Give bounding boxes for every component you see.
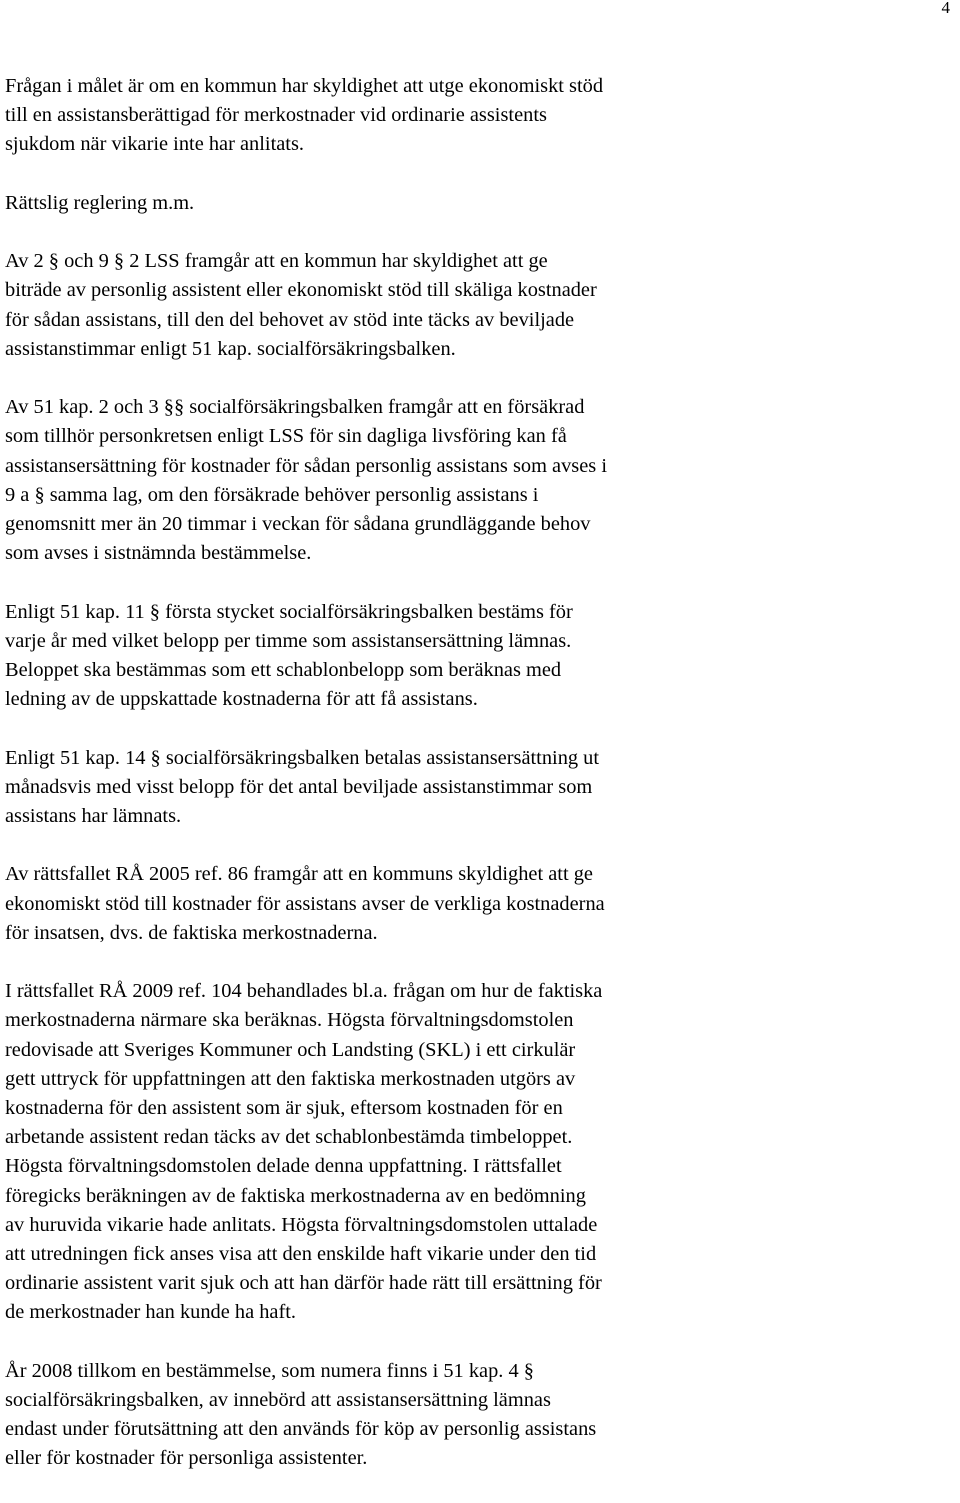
page-number: 4 bbox=[941, 0, 950, 17]
text-line: Av 51 kap. 2 och 3 §§ socialförsäkringsbalken framgår att en försäkrad bbox=[5, 396, 585, 419]
text-line: för sådan assistans, till den del behovet av stöd inte täcks av beviljade bbox=[5, 308, 575, 331]
text-line: Beloppet ska bestämmas som ett schablonbelopp som beräknas med bbox=[5, 659, 562, 681]
paragraph-2008 bbox=[5, 1357, 955, 1474]
paragraph-lss bbox=[5, 247, 955, 364]
text-line: till en assistansberättigad för merkostnader vid ordinarie assistents bbox=[5, 104, 547, 127]
section-heading bbox=[5, 189, 955, 218]
text-line: som avses i sistnämnda bestämmelse. bbox=[5, 542, 312, 565]
text-line: för insatsen, dvs. de faktiska merkostnaderna. bbox=[5, 921, 378, 944]
text-line: eller för kostnader för personliga assistenter. bbox=[5, 1447, 368, 1470]
text-line: gett uttryck för uppfattningen att den faktiska merkostnaden utgörs av bbox=[5, 1067, 576, 1090]
text-line: ekonomiskt stöd till kostnader för assistans avser de verkliga kostnaderna bbox=[5, 892, 605, 915]
text-line: År 2008 tillkom en bestämmelse, som numera finns i 51 kap. 4 § bbox=[5, 1359, 534, 1382]
text-line: Enligt 51 kap. 11 § första stycket socialförsäkringsbalken bestäms för bbox=[5, 600, 573, 623]
text-line: Enligt 51 kap. 14 § socialförsäkringsbalken betalas assistansersättning ut bbox=[5, 746, 600, 769]
text-line: endast under förutsättning att den används för köp av personlig assistans bbox=[5, 1418, 597, 1441]
paragraph-51kap-2-3 bbox=[5, 393, 955, 568]
paragraph-question bbox=[5, 72, 955, 160]
text-line: assistansersättning för kostnader för sådan personlig assistans som avses i bbox=[5, 454, 607, 477]
text-line: månadsvis med visst belopp för det antal beviljade assistanstimmar som bbox=[5, 775, 593, 798]
text-line: Frågan i målet är om en kommun har skyldighet att utge ekonomiskt stöd bbox=[5, 75, 604, 97]
text-line: assistans har lämnats. bbox=[5, 805, 182, 827]
text-line: I rättsfallet RÅ 2009 ref. 104 behandlades bl.a. frågan om hur de faktiska bbox=[5, 980, 603, 1003]
document-body bbox=[5, 72, 955, 1503]
text-line: 9 a § samma lag, om den försäkrade behöver personlig assistans i bbox=[5, 483, 539, 506]
text-line: Av 2 § och 9 § 2 LSS framgår att en kommun har skyldighet att ge bbox=[5, 250, 548, 273]
text-line: kostnaderna för den assistent som är sjuk, eftersom kostnaden för en bbox=[5, 1097, 563, 1119]
text-line: som tillhör personkretsen enligt LSS för sin dagliga livsföring kan få bbox=[5, 425, 567, 448]
heading-text: Rättslig reglering m.m. bbox=[5, 191, 195, 214]
text-line: assistanstimmar enligt 51 kap. socialförsäkringsbalken. bbox=[5, 337, 456, 360]
text-line: arbetande assistent redan täcks av det schablonbestämda timbeloppet. bbox=[5, 1126, 573, 1149]
paragraph-51kap-11 bbox=[5, 598, 955, 715]
text-line: redovisade att Sveriges Kommuner och Landsting (SKL) i ett cirkulär bbox=[5, 1038, 576, 1061]
text-line: sjukdom när vikarie inte har anlitats. bbox=[5, 133, 304, 156]
text-line: varje år med vilket belopp per timme som assistansersättning lämnas. bbox=[5, 629, 572, 652]
text-line: av huruvida vikarie hade anlitats. Högsta förvaltningsdomstolen uttalade bbox=[5, 1213, 598, 1236]
text-line: ordinarie assistent varit sjuk och att han därför hade rätt till ersättning för bbox=[5, 1272, 602, 1295]
text-line: ledning av de uppskattade kostnaderna för att få assistans. bbox=[5, 688, 478, 711]
text-line: merkostnaderna närmare ska beräknas. Högsta förvaltningsdomstolen bbox=[5, 1009, 574, 1032]
paragraph-51kap-14 bbox=[5, 744, 955, 832]
text-line: föregicks beräkningen av de faktiska merkostnaderna av en bedömning bbox=[5, 1184, 586, 1207]
paragraph-ra-2009 bbox=[5, 977, 955, 1327]
text-line: socialförsäkringsbalken, av innebörd att assistansersättning lämnas bbox=[5, 1389, 551, 1412]
paragraph-ra-2005 bbox=[5, 860, 955, 948]
text-line: att utredningen fick anses visa att den enskilde haft vikarie under den tid bbox=[5, 1243, 597, 1266]
text-line: de merkostnader han kunde ha haft. bbox=[5, 1301, 297, 1324]
text-line: biträde av personlig assistent eller ekonomiskt stöd till skäliga kostnader bbox=[5, 279, 597, 302]
text-line: genomsnitt mer än 20 timmar i veckan för sådana grundläggande behov bbox=[5, 513, 591, 535]
text-line: Högsta förvaltningsdomstolen delade denna uppfattning. I rättsfallet bbox=[5, 1155, 562, 1178]
text-line: Av rättsfallet RÅ 2005 ref. 86 framgår att en kommuns skyldighet att ge bbox=[5, 863, 593, 886]
